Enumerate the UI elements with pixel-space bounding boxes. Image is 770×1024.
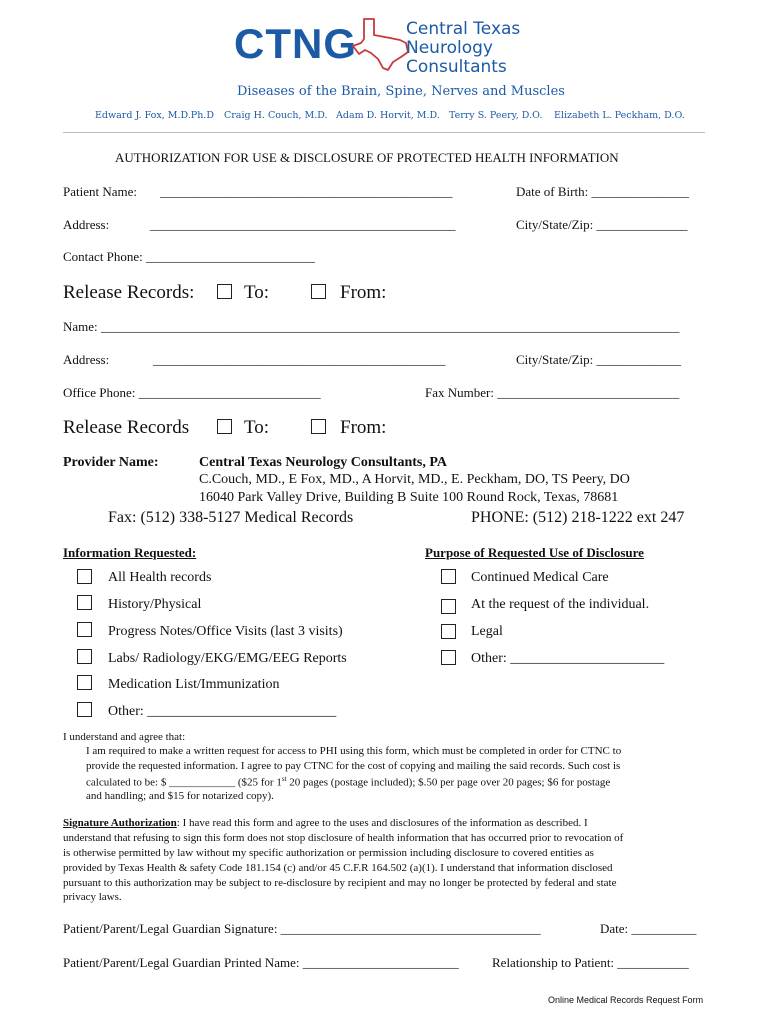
info-checkbox[interactable] bbox=[77, 622, 92, 637]
logo-ctng: CTNG bbox=[234, 20, 357, 67]
footer-form-name: Online Medical Records Request Form bbox=[548, 995, 704, 1005]
info-checkbox[interactable] bbox=[77, 702, 92, 717]
agreement-line: provide the requested information. I agree to pay CTNC for the cost of copying and mailing the said records. Such cost is bbox=[86, 760, 621, 772]
address2-label: Address: bbox=[63, 352, 110, 367]
signature-auth-line1 bbox=[63, 817, 588, 829]
doctor-peckham: Elizabeth L. Peckham, D.O. bbox=[554, 110, 685, 121]
address-label: Address: bbox=[63, 217, 110, 232]
purpose-heading: Purpose of Requested Use of Disclosure bbox=[425, 545, 644, 560]
contact-phone-field[interactable]: Contact Phone: __________________________ bbox=[63, 249, 316, 264]
form-title: AUTHORIZATION FOR USE & DISCLOSURE OF PROTECTED HEALTH INFORMATION bbox=[115, 150, 619, 165]
cost-text-rest: 20 pages (postage included); $.50 per page over 20 pages; $6 for postage bbox=[286, 776, 611, 789]
office-phone-field[interactable]: Office Phone: ____________________________ bbox=[63, 385, 321, 400]
purpose-item-label: Continued Medical Care bbox=[471, 570, 609, 585]
address2-field[interactable]: _____________________________________________ bbox=[153, 352, 446, 367]
info-item-label: History/Physical bbox=[108, 597, 202, 612]
release2-from-checkbox[interactable] bbox=[311, 419, 326, 434]
agreement-cost-line bbox=[86, 775, 610, 789]
signature-auth-heading: Signature Authorization bbox=[63, 817, 177, 829]
info-item-label: Progress Notes/Office Visits (last 3 visits) bbox=[108, 624, 343, 639]
header-divider bbox=[63, 132, 705, 133]
info-checkbox[interactable] bbox=[77, 569, 92, 584]
texas-map-icon bbox=[350, 16, 412, 74]
date-of-birth-field[interactable]: Date of Birth: _______________ bbox=[516, 184, 689, 199]
info-item-label: All Health records bbox=[108, 570, 212, 585]
patient-name-field[interactable]: _____________________________________________ bbox=[160, 184, 453, 199]
signature-auth-text: : I have read this form and agree to the uses and disclosures of the information as described. I bbox=[176, 817, 588, 829]
release-from-label: From: bbox=[340, 282, 387, 303]
provider-address: 16040 Park Valley Drive, Building B Suite 100 Round Rock, Texas, 78681 bbox=[199, 490, 619, 505]
agreement-intro: I understand and agree that: bbox=[63, 731, 186, 743]
provider-name: Central Texas Neurology Consultants, PA bbox=[199, 455, 448, 470]
purpose-checkbox[interactable] bbox=[441, 650, 456, 665]
purpose-item-label: Legal bbox=[471, 624, 503, 639]
signature-field[interactable]: Patient/Parent/Legal Guardian Signature: ________________________________________ bbox=[63, 921, 541, 936]
logo-line3: Consultants bbox=[406, 57, 507, 77]
fax-medical-records: Fax: (512) 338-5127 Medical Records bbox=[108, 509, 354, 526]
info-item-label: Medication List/Immunization bbox=[108, 677, 280, 692]
city-state-zip-field[interactable]: City/State/Zip: ______________ bbox=[516, 217, 688, 232]
release2-from-label: From: bbox=[340, 417, 387, 438]
city-state-zip2-field[interactable]: City/State/Zip: _____________ bbox=[516, 352, 682, 367]
release2-to-checkbox[interactable] bbox=[217, 419, 232, 434]
signature-auth-line: privacy laws. bbox=[63, 891, 122, 903]
signature-date-field[interactable]: Date: __________ bbox=[600, 921, 697, 936]
info-item-label: Other: ___________________________ bbox=[108, 704, 337, 719]
phone-number: PHONE: (512) 218-1222 ext 247 bbox=[471, 509, 685, 526]
doctor-horvit: Adam D. Horvit, M.D. bbox=[336, 110, 440, 121]
release2-to-label: To: bbox=[244, 417, 270, 438]
info-checkbox[interactable] bbox=[77, 649, 92, 664]
logo-line1: Central Texas bbox=[406, 19, 521, 39]
agreement-line: I am required to make a written request for access to PHI using this form, which must be completed in order for CTNC to bbox=[86, 745, 622, 757]
purpose-item-label: Other: ______________________ bbox=[471, 651, 665, 666]
info-requested-heading: Information Requested: bbox=[63, 545, 197, 560]
patient-name-label: Patient Name: bbox=[63, 184, 138, 199]
purpose-checkbox[interactable] bbox=[441, 569, 456, 584]
info-checkbox[interactable] bbox=[77, 675, 92, 690]
provider-doctors: C.Couch, MD., E Fox, MD., A Horvit, MD., E. Peckham, DO, TS Peery, DO bbox=[199, 472, 630, 487]
purpose-checkbox[interactable] bbox=[441, 624, 456, 639]
agreement-line: and handling; and $15 for notarized copy). bbox=[86, 790, 274, 802]
relationship-field[interactable]: Relationship to Patient: ___________ bbox=[492, 955, 689, 970]
logo-line2: Neurology bbox=[406, 38, 493, 58]
fax-number-field[interactable]: Fax Number: ____________________________ bbox=[425, 385, 680, 400]
purpose-item-label: At the request of the individual. bbox=[471, 597, 650, 612]
printed-name-field[interactable]: Patient/Parent/Legal Guardian Printed Name: ________________________ bbox=[63, 955, 459, 970]
release-to-label: To: bbox=[244, 282, 270, 303]
signature-auth-line: is otherwise permitted by law without my specific authorization or permission including disclosure to covered entities as bbox=[63, 847, 594, 859]
info-checkbox[interactable] bbox=[77, 595, 92, 610]
release-to-checkbox[interactable] bbox=[217, 284, 232, 299]
name-field[interactable]: Name: _________________________________________________________________________________________ bbox=[63, 319, 680, 334]
release-records-label: Release Records: bbox=[63, 282, 195, 303]
info-item-label: Labs/ Radiology/EKG/EMG/EEG Reports bbox=[108, 651, 347, 666]
tagline: Diseases of the Brain, Spine, Nerves and Muscles bbox=[237, 84, 565, 99]
release-records2-label: Release Records bbox=[63, 417, 190, 438]
signature-auth-line: pursuant to this authorization may be subject to re-disclosure by recipient and may no longer be protected by federal and state bbox=[63, 877, 617, 889]
cost-text: calculated to be: $ ____________ ($25 for 1 bbox=[86, 776, 282, 789]
ordinal-suffix: st bbox=[281, 775, 287, 783]
address-field[interactable]: _______________________________________________ bbox=[150, 217, 456, 232]
provider-name-label: Provider Name: bbox=[63, 455, 159, 470]
doctor-fox: Edward J. Fox, M.D.Ph.D bbox=[95, 110, 214, 121]
doctor-peery: Terry S. Peery, D.O. bbox=[449, 110, 543, 121]
signature-auth-line: provided by Texas Health & safety Code 181.154 (c) and/or 45 C.F.R 164.502 (a)(1). I understand that information disclosed bbox=[63, 862, 613, 874]
purpose-checkbox[interactable] bbox=[441, 599, 456, 614]
release-from-checkbox[interactable] bbox=[311, 284, 326, 299]
doctor-couch: Craig H. Couch, M.D. bbox=[224, 110, 328, 121]
signature-auth-line: understand that refusing to sign this form does not stop disclosure of health information that has occurred prior to revocation of bbox=[63, 832, 624, 844]
